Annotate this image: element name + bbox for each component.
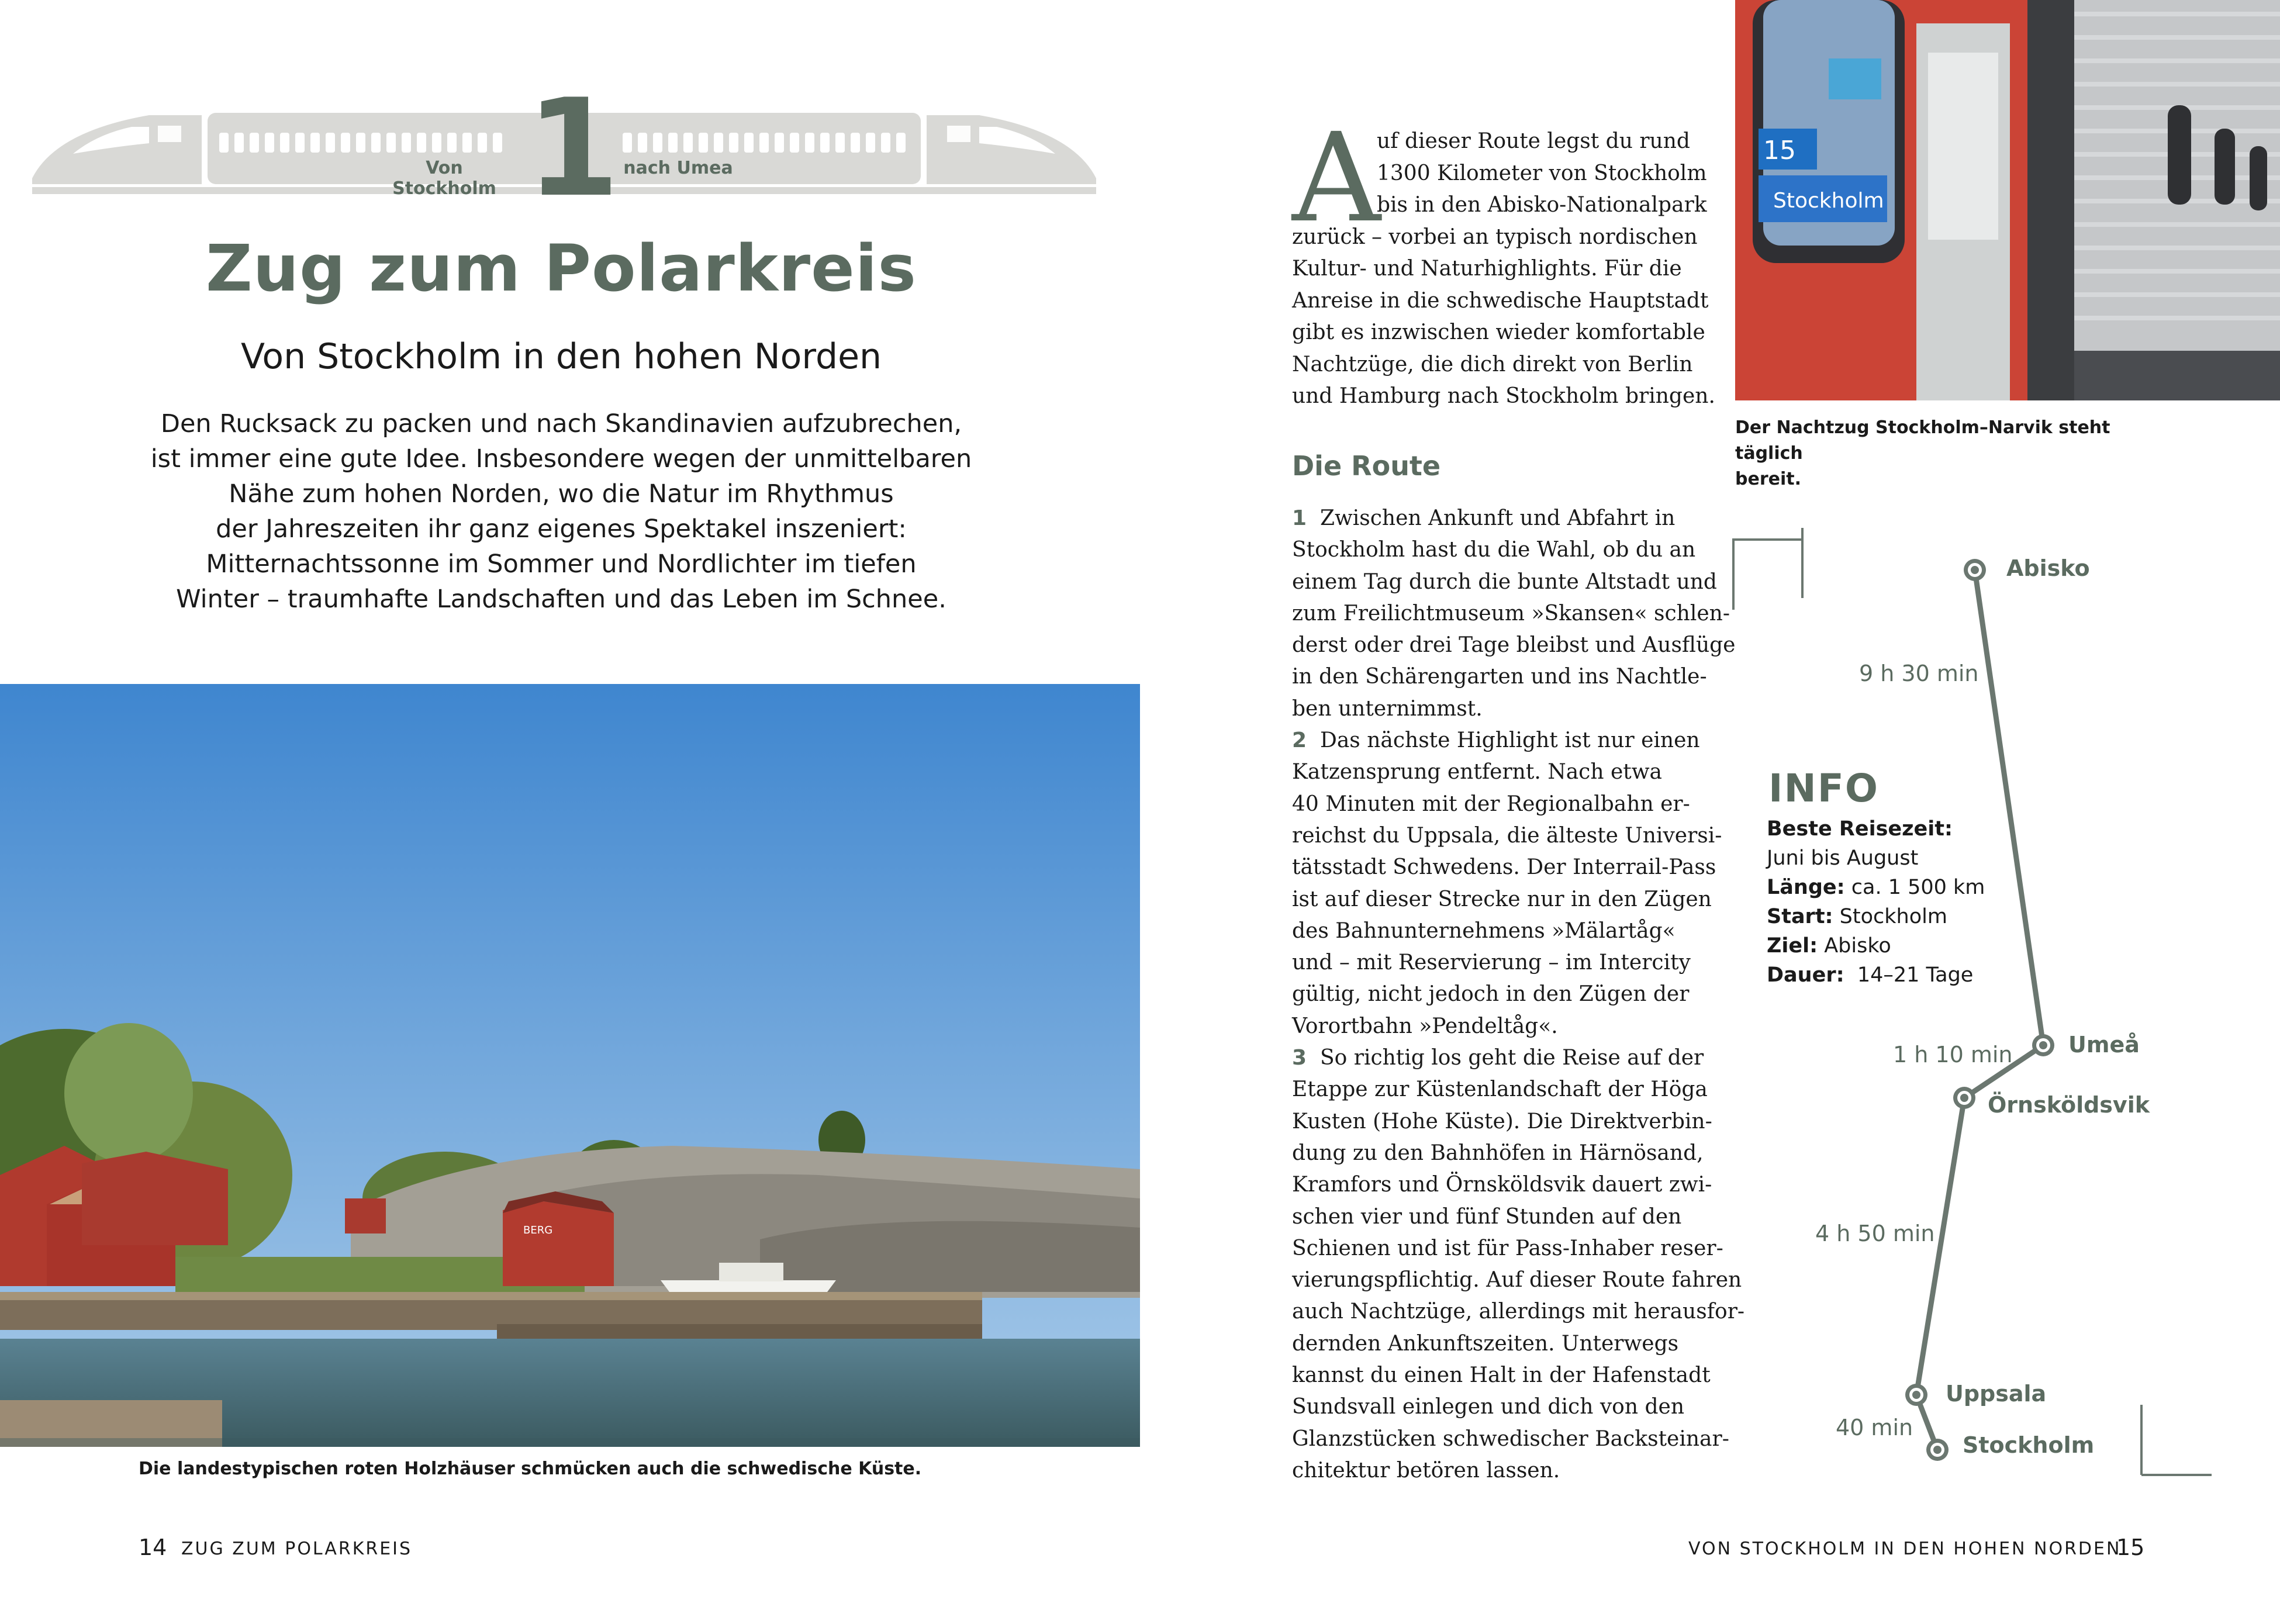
route-line: gültig, nicht jedoch in den Zügen der — [1292, 982, 1690, 1007]
train-window — [432, 133, 441, 153]
train-window — [371, 133, 381, 153]
coast-photo — [0, 684, 1140, 1447]
train-to-label: nach Umea — [623, 158, 733, 178]
route-line: in den Schärengarten und ins Nachtle- — [1292, 665, 1707, 689]
route-line: des Bahnunternehmens »Mälartåg« — [1292, 918, 1676, 943]
train-window — [623, 133, 632, 153]
night-train-photo — [1735, 0, 2280, 400]
train-window — [775, 133, 784, 153]
route-line: Katzensprung entfernt. Nach etwa — [1292, 760, 1663, 785]
train-window — [326, 133, 335, 153]
route-line: Kramfors und Örnsköldsvik dauert zwi- — [1292, 1173, 1712, 1197]
caption-line: Der Nachtzug Stockholm–Narvik steht täglich — [1735, 417, 2110, 464]
route-line: zum Freilichtmuseum »Skansen« schlen- — [1292, 601, 1730, 626]
route-item-number: 2 — [1292, 728, 1307, 753]
route-line: 1 Zwischen Ankunft und Abfahrt in — [1292, 506, 1676, 530]
train-window — [790, 133, 799, 153]
chapter-number: 1 — [526, 71, 620, 227]
train-window — [219, 133, 229, 153]
duration-label: 4 h 50 min — [1815, 1221, 1935, 1246]
intro-paragraph — [140, 406, 982, 617]
train-window — [295, 133, 305, 153]
station-marker-dot — [1971, 566, 1979, 574]
info-box — [1767, 814, 2012, 990]
intro-line: ist immer eine gute Idee. Insbesondere wegen der unmittelbaren — [150, 444, 972, 474]
intro-line: Winter – traumhafte Landschaften und das Leben im Schnee. — [176, 585, 946, 614]
train-window — [820, 133, 830, 153]
route-line: 3 So richtig los geht die Reise auf der — [1292, 1046, 1704, 1070]
train-window — [462, 133, 472, 153]
route-line: Vorortbahn »Pendeltåg«. — [1292, 1014, 1558, 1038]
route-line: ist auf dieser Strecke nur in den Zügen — [1292, 887, 1712, 911]
route-line: 2 Das nächste Highlight ist nur einen — [1292, 728, 1700, 753]
train-window — [683, 133, 693, 153]
route-line: derst oder drei Tage bleibst und Ausflüge — [1292, 633, 1736, 658]
boathouse-sign: BERG — [523, 1224, 553, 1236]
route-map — [1730, 526, 2280, 1491]
page-number-right: 15 — [2116, 1535, 2145, 1560]
route-line: vierungspflichtig. Auf dieser Route fahren — [1292, 1268, 1742, 1293]
intro-line-right: Anreise in die schwedische Hauptstadt — [1292, 288, 1709, 313]
map-bracket-top — [1732, 540, 1802, 610]
duration-label: 9 h 30 min — [1859, 661, 1979, 686]
train-window — [896, 133, 906, 153]
intro-line-right: Nachtzüge, die dich direkt von Berlin — [1292, 352, 1693, 376]
route-description — [1292, 503, 1745, 1487]
intro-line-right: gibt es inzwischen wieder komfortable — [1292, 320, 1705, 344]
route-line: kannst du einen Halt in der Hafenstadt — [1292, 1363, 1711, 1388]
info-row: Start: Stockholm — [1767, 905, 1947, 928]
route-line: ben unternimmst. — [1292, 696, 1483, 721]
train-window — [356, 133, 365, 153]
train-window — [759, 133, 769, 153]
info-row: Beste Reisezeit: — [1767, 817, 1953, 841]
station-label-umea: Umeå — [2068, 1032, 2140, 1058]
intro-line: der Jahreszeiten ihr ganz eigenes Spektakel inszeniert: — [216, 514, 907, 544]
route-line: Etappe zur Küstenlandschaft der Höga — [1292, 1077, 1708, 1102]
train-window — [341, 133, 350, 153]
info-row: Ziel: Abisko — [1767, 934, 1891, 958]
train-window — [265, 133, 274, 153]
station-marker-dot — [1960, 1094, 1968, 1102]
train-window — [744, 133, 754, 153]
train-window — [714, 133, 723, 153]
info-row: Länge: ca. 1 500 km — [1767, 876, 1985, 899]
route-line: und – mit Reservierung – im Intercity — [1292, 951, 1691, 975]
route-line: dung zu den Bahnhöfen in Härnösand, — [1292, 1141, 1704, 1165]
train-sign-number: 15 — [1763, 136, 1796, 165]
train-window — [478, 133, 487, 153]
route-item-number: 1 — [1292, 506, 1307, 530]
train-window — [493, 133, 502, 153]
route-item-number: 3 — [1292, 1046, 1307, 1070]
station-label-stockholm: Stockholm — [1963, 1432, 2095, 1458]
train-from-label: Von Stockholm — [392, 158, 496, 199]
train-window — [234, 133, 244, 153]
route-line: schen vier und fünf Stunden auf den — [1292, 1204, 1682, 1229]
train-window — [668, 133, 678, 153]
intro-line-right: zurück – vorbei an typisch nordischen — [1292, 224, 1698, 249]
train-window — [280, 133, 289, 153]
station-marker-dot — [2039, 1041, 2047, 1049]
route-line — [1916, 570, 2043, 1450]
route-line: 40 Minuten mit der Regionalbahn er- — [1292, 792, 1690, 816]
intro-line-right: Kultur- und Naturhighlights. Für die — [1292, 257, 1682, 281]
intro-line-right: bis in den Abisko-Nationalpark — [1377, 193, 1707, 217]
train-window — [310, 133, 320, 153]
train-window — [835, 133, 845, 153]
train-window — [386, 133, 396, 153]
photo-caption-left: Die landestypischen roten Holzhäuser schmücken auch die schwedische Küste. — [139, 1459, 922, 1479]
intro-line: Den Rucksack zu packen und nach Skandinavien aufzubrechen, — [160, 409, 962, 438]
info-row: Dauer: 14–21 Tage — [1767, 963, 1974, 987]
train-window — [805, 133, 814, 153]
train-window — [447, 133, 457, 153]
route-line: chitektur betören lassen. — [1292, 1458, 1560, 1483]
map-bracket-bottom — [2141, 1405, 2212, 1475]
intro-line-right: uf dieser Route legst du rund — [1377, 129, 1690, 153]
photo-caption-right — [1735, 415, 2179, 492]
duration-label: 40 min — [1836, 1415, 1913, 1440]
route-line: Stockholm hast du die Wahl, ob du an — [1292, 538, 1696, 562]
intro-paragraph-right — [1292, 126, 1715, 413]
station-label-ornskoldsvik: Örnsköldsvik — [1988, 1092, 2150, 1118]
station-label-uppsala: Uppsala — [1946, 1381, 2047, 1407]
train-window — [417, 133, 426, 153]
route-line: dernden Ankunftszeiten. Unterwegs — [1292, 1331, 1679, 1356]
route-heading: Die Route — [1292, 450, 1441, 482]
route-line: auch Nachtzüge, allerdings mit herausfor- — [1292, 1300, 1745, 1324]
train-window — [729, 133, 738, 153]
route-line: reichst du Uppsala, die älteste Universi- — [1292, 823, 1722, 848]
train-window — [866, 133, 875, 153]
route-line: Kusten (Hohe Küste). Die Direktverbin- — [1292, 1109, 1712, 1134]
route-line: Sundsvall einlegen und dich von den — [1292, 1395, 1685, 1419]
train-window — [851, 133, 860, 153]
info-title: INFO — [1768, 766, 1879, 811]
intro-line-right: und Hamburg nach Stockholm bringen. — [1292, 384, 1715, 408]
duration-label: 1 h 10 min — [1893, 1042, 2013, 1067]
caption-line: bereit. — [1735, 469, 1801, 489]
chapter-title: Zug zum Polarkreis — [206, 231, 917, 306]
route-line: tätsstadt Schwedens. Der Interrail-Pass — [1292, 855, 1716, 880]
intro-line: Mitternachtssonne im Sommer und Nordlichter im tiefen — [206, 550, 917, 579]
intro-line-right: 1300 Kilometer von Stockholm — [1377, 161, 1707, 185]
route-line: Schienen und ist für Pass-Inhaber reser- — [1292, 1236, 1723, 1260]
running-head-right: VON STOCKHOLM IN DEN HOHEN NORDEN — [1688, 1539, 2122, 1559]
train-window — [402, 133, 411, 153]
route-line: einem Tag durch die bunte Altstadt und — [1292, 569, 1717, 594]
train-sign-city: Stockholm — [1773, 189, 1884, 213]
info-row: Juni bis August — [1767, 846, 1919, 870]
route-line: Glanzstücken schwedischer Backsteinar- — [1292, 1426, 1729, 1451]
train-window — [638, 133, 647, 153]
drop-cap: A — [1292, 106, 1381, 250]
running-head-left: ZUG ZUM POLARKREIS — [181, 1539, 413, 1559]
intro-line: Nähe zum hohen Norden, wo die Natur im Rhythmus — [229, 479, 894, 509]
station-marker-dot — [1912, 1391, 1920, 1399]
station-label-abisko: Abisko — [2006, 555, 2090, 581]
train-window — [250, 133, 259, 153]
page-number-left: 14 — [139, 1535, 167, 1560]
train-window — [881, 133, 890, 153]
station-marker-dot — [1933, 1446, 1942, 1454]
train-window — [699, 133, 708, 153]
train-window — [653, 133, 662, 153]
chapter-subtitle: Von Stockholm in den hohen Norden — [240, 336, 882, 377]
